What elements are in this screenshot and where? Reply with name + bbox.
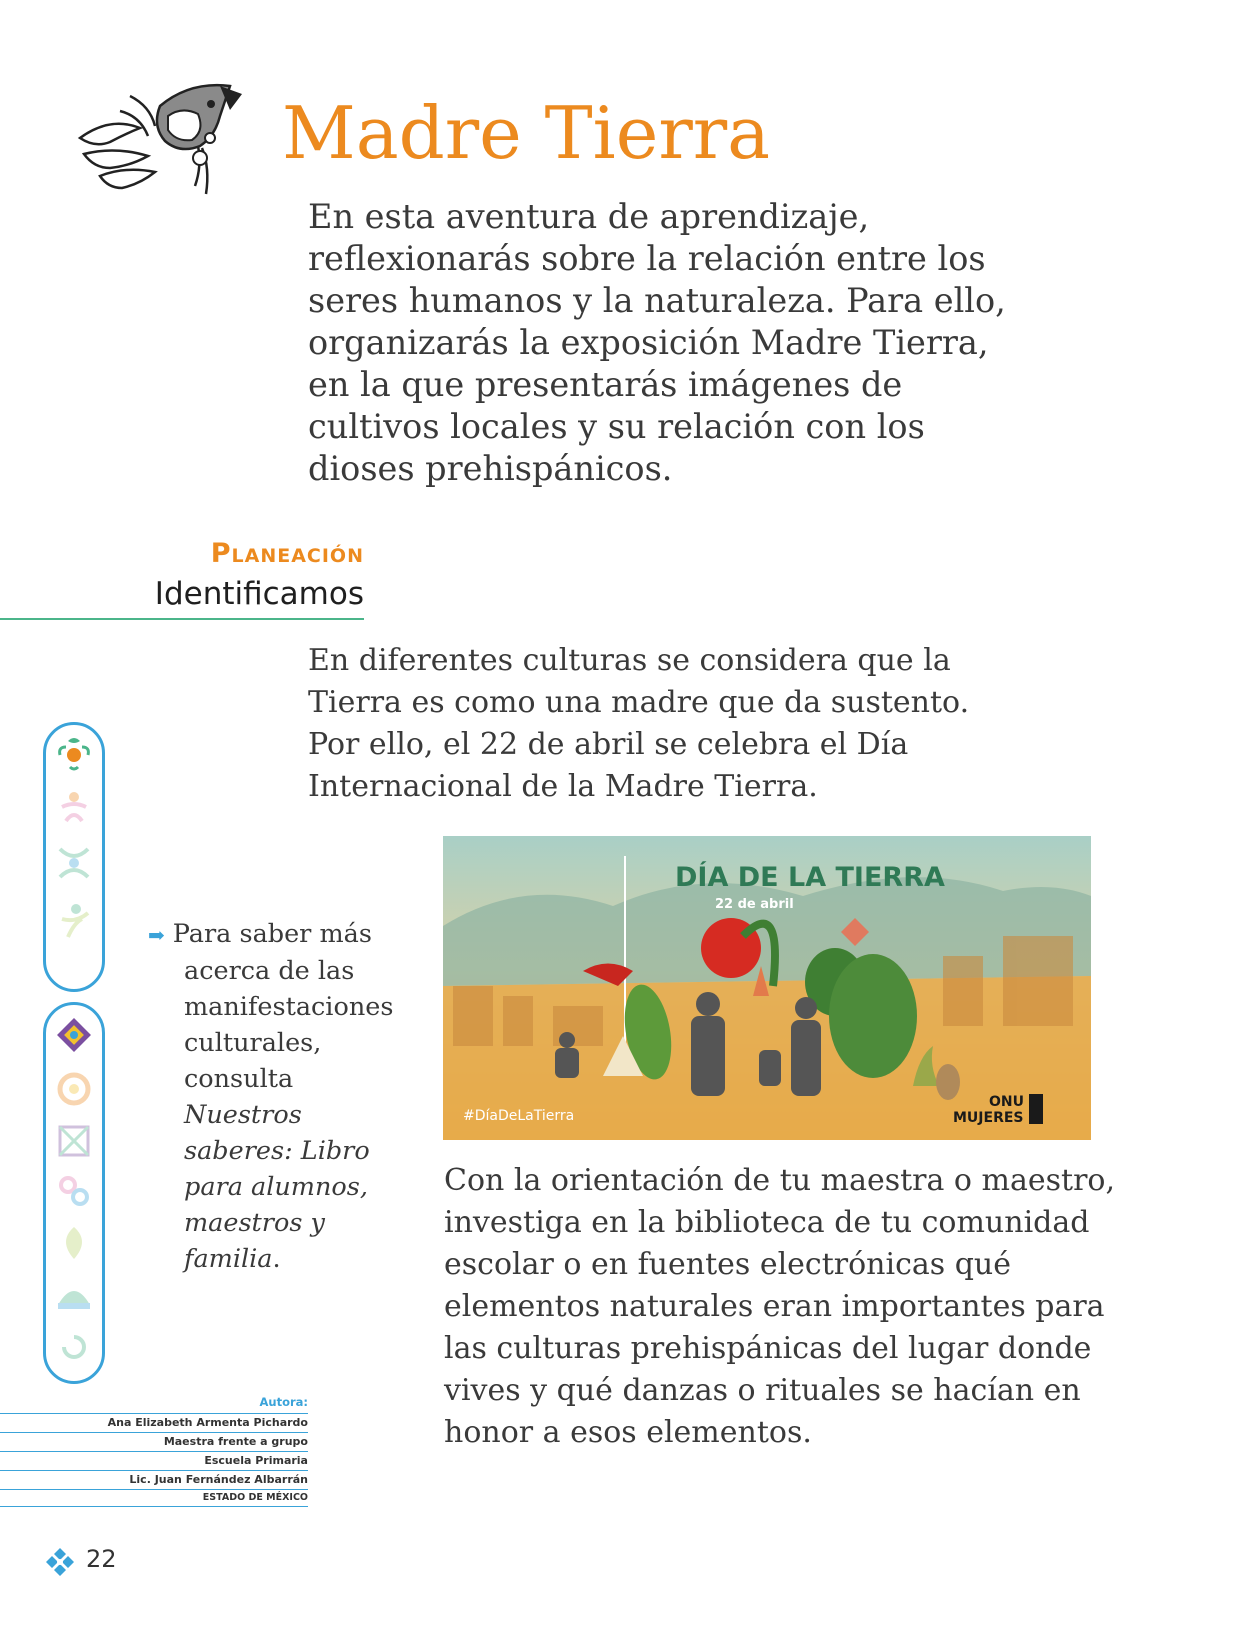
intro-paragraph: En esta aventura de aprendizaje, reflexionarás sobre la relación entre los seres humanos y la naturaleza. Para ello, organizarás la exposición Madre Tierra, en la que presentarás imágenes de cultivos locales y su relación con los dioses prehispánicos.	[308, 197, 1006, 488]
earth-day-poster	[443, 836, 1091, 1140]
side-note-first-line: Para saber más	[172, 919, 372, 949]
body-paragraph-1: En diferentes culturas se considera que la Tierra es como una madre que da sustento. Por ello, el 22 de abril se celebra el Día Internacional de la Madre Tierra.	[308, 643, 970, 804]
poster-heading: DÍA DE LA TIERRA	[675, 862, 945, 893]
side-icon-strip-top	[43, 722, 105, 992]
diamond-icon	[54, 1015, 94, 1055]
section-divider	[0, 618, 364, 620]
author-credits	[0, 1395, 308, 1507]
people-icon	[54, 843, 94, 883]
author-role: Maestra frente a grupo	[0, 1432, 308, 1451]
section-kicker: Planeación	[210, 538, 364, 569]
flower-icon	[54, 733, 94, 773]
body-paragraph-2: Con la orientación de tu maestra o maestro, investiga en la biblioteca de tu comunidad escolar o en fuentes electrónicas qué elementos naturales eran importantes para las culturas prehispánicas del lugar donde vives y qué danzas o rituales se hacían en honor a esos elementos.	[444, 1163, 1116, 1450]
poster-date: 22 de abril	[715, 897, 794, 912]
page-mark-icon	[44, 1546, 76, 1578]
loop-icon	[54, 1171, 94, 1211]
poster-hashtag: #DíaDeLaTierra	[463, 1108, 575, 1124]
side-icon-strip-bottom	[43, 1002, 105, 1384]
mound-icon	[54, 1275, 94, 1315]
figure-icon	[54, 787, 94, 827]
arrow-right-icon: ➡	[148, 923, 165, 947]
side-note-book-title: Nuestros saberes: Libro para alumnos, maestros y familia	[184, 1100, 370, 1274]
side-note-end: .	[272, 1244, 281, 1274]
leaf-icon	[54, 1223, 94, 1263]
dancer-icon	[54, 901, 94, 941]
section-title: Identificamos	[154, 576, 364, 612]
swirl-icon	[54, 1327, 94, 1367]
page-title: Madre Tierra	[282, 91, 771, 175]
side-note-text: acerca de las manifestaciones culturales, consulta	[184, 956, 394, 1094]
cross-pattern-icon	[54, 1121, 94, 1161]
author-school-type: Escuela Primaria	[0, 1451, 308, 1470]
author-state: ESTADO DE MÉXICO	[0, 1489, 308, 1507]
author-name: Ana Elizabeth Armenta Pichardo	[0, 1413, 308, 1432]
prehispanic-figure-illustration	[70, 76, 250, 206]
author-label: Autora:	[259, 1395, 308, 1409]
poster-org-line1: ONU	[989, 1094, 1024, 1110]
spiral-icon	[54, 1069, 94, 1109]
page-number: 22	[86, 1545, 117, 1573]
poster-org-line2: MUJERES	[953, 1110, 1024, 1126]
side-note	[148, 916, 418, 1277]
author-school-name: Lic. Juan Fernández Albarrán	[0, 1470, 308, 1489]
